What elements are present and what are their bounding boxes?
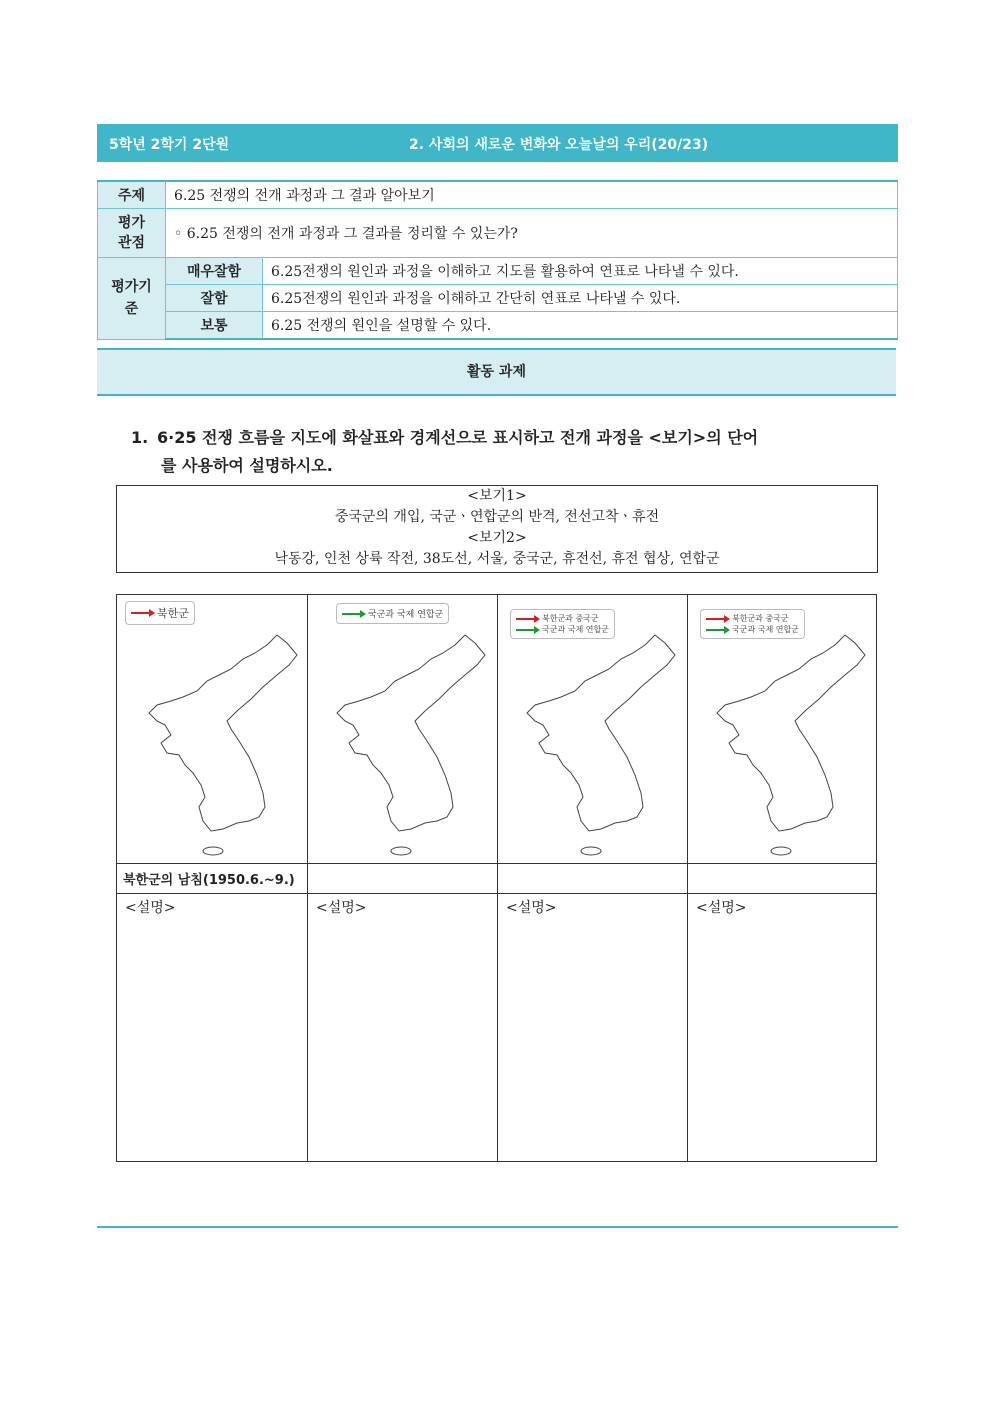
- unit-title: 5학년 2학기 2단원: [109, 137, 230, 153]
- green-arrow-icon: [342, 613, 364, 615]
- criteria-text: 6.25전쟁의 원인과 과정을 이해하고 지도를 활용하여 연표로 나타낼 수 있다.: [263, 258, 898, 285]
- red-arrow-icon: [706, 618, 728, 620]
- criteria-level: 매우잘함: [166, 258, 263, 285]
- panel-description-label: <설명>: [125, 900, 176, 916]
- word-box-title-1: <보기1>: [467, 488, 527, 504]
- red-arrow-icon: [131, 612, 153, 614]
- korea-map: [504, 625, 684, 861]
- panel-description-label: <설명>: [316, 900, 367, 916]
- criteria-label: 평가기 준: [98, 258, 166, 340]
- map-grid: [116, 594, 877, 1162]
- lesson-title: 2. 사회의 새로운 변화와 오늘날의 우리(20/23): [409, 137, 709, 153]
- criteria-text: 6.25 전쟁의 원인을 설명할 수 있다.: [263, 312, 898, 340]
- question-line-2: 를 사용하여 설명하시오.: [161, 456, 333, 475]
- word-box: [116, 485, 878, 573]
- criteria-text: 6.25전쟁의 원인과 과정을 이해하고 간단히 연표로 나타낼 수 있다.: [263, 285, 898, 312]
- evaluation-table: [97, 180, 898, 340]
- panel-caption: 북한군의 남침(1950.6.~9.): [123, 873, 295, 888]
- panel-description-label: <설명>: [696, 900, 747, 916]
- viewpoint-label: 평가 관점: [98, 209, 166, 258]
- red-arrow-icon: [516, 618, 538, 620]
- korea-map: [314, 625, 494, 861]
- map-legend: 북한군과 중국군 국군과 국제 연합군: [510, 609, 615, 639]
- activity-title: 활동 과제: [97, 348, 896, 396]
- korea-map: [694, 625, 874, 861]
- map-panel-1: [117, 595, 307, 1161]
- word-box-title-2: <보기2>: [467, 530, 527, 546]
- viewpoint-text: ◦ 6.25 전쟁의 전개 과정과 그 결과를 정리할 수 있는가?: [166, 209, 898, 258]
- word-box-words-1: 중국군의 개입, 국군ㆍ연합군의 반격, 전선고착ㆍ휴전: [334, 509, 660, 525]
- topic-text: 6.25 전쟁의 전개 과정과 그 결과 알아보기: [166, 181, 898, 209]
- criteria-level: 보통: [166, 312, 263, 340]
- footer-divider: [97, 1226, 898, 1228]
- panel-description-label: <설명>: [506, 900, 557, 916]
- map-legend: 북한군과 중국군 국군과 국제 연합군: [700, 609, 805, 639]
- map-panel-3: [498, 595, 687, 1161]
- topic-label: 주제: [98, 181, 166, 209]
- unit-header-bar: [97, 124, 898, 162]
- question-1: [131, 424, 871, 480]
- question-line-1: 6·25 전쟁 흐름을 지도에 화살표와 경계선으로 표시하고 전개 과정을 <보기>의 단어: [157, 428, 759, 447]
- map-legend: 북한군: [125, 601, 195, 625]
- question-number: 1.: [131, 428, 149, 447]
- word-box-words-2: 낙동강, 인천 상륙 작전, 38도선, 서울, 중국군, 휴전선, 휴전 협상, 연합군: [274, 551, 720, 567]
- map-panel-4: [688, 595, 876, 1161]
- korea-map: [127, 625, 305, 861]
- criteria-level: 잘함: [166, 285, 263, 312]
- map-panel-2: [308, 595, 497, 1161]
- map-legend: 국군과 국제 연합군: [336, 603, 449, 624]
